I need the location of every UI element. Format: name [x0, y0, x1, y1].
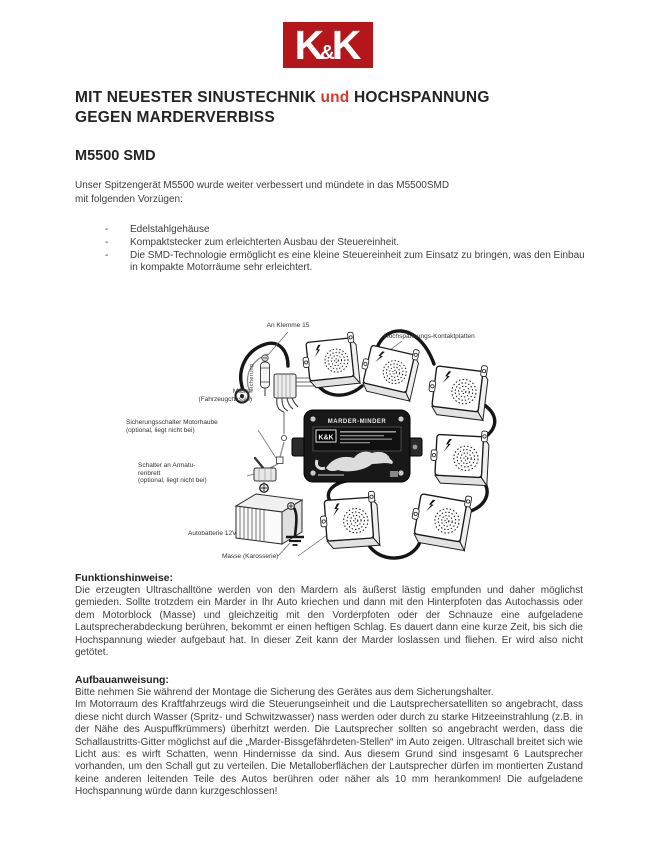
list-item: - Die SMD-Technologie ermöglicht es eine kleine Steuereinheit zum Einsatz zu bringen, was den Einbau in kompakte Motorräume sehr erleichtert. [75, 250, 585, 276]
section-heading: Funktionshinweise: [75, 572, 174, 584]
section-intro-line: Bitte nehmen Sie während der Montage die Sicherung des Gerätes aus dem Sicherungshalter. [75, 687, 494, 698]
label-klemme15: An Klemme 15 [266, 322, 310, 329]
title-part1: MIT NEUESTER SINUSTECHNIK [75, 89, 321, 106]
label-sicherungsschalter: Sicherungsschalter Motorhaube (optional, liegt nicht bei) [126, 419, 218, 434]
section-aufbauanweisung [75, 674, 583, 799]
speaker-satellite [319, 491, 380, 549]
list-item: - Kompaktstecker zum erleichterten Ausbau der Steuereinheit. [75, 237, 585, 250]
page-title [75, 88, 595, 127]
inline-connector [277, 457, 284, 464]
logo-ampersand: & [320, 42, 335, 64]
wiring-diagram [118, 316, 518, 574]
list-item: - Edelstahlgehäuse [75, 224, 585, 237]
control-unit [292, 410, 422, 482]
connector-plug [274, 374, 298, 412]
logo-letter: K [331, 22, 362, 68]
fuse-holder [261, 355, 270, 396]
toggle-switch [254, 458, 276, 481]
section-heading: Aufbauanweisung: [75, 674, 169, 686]
section-body: Im Motorraum des Kraftfahrzeugs wird die Steuerungseinheit und die Lautsprechersatelliten so angebracht, dass diese nicht durch Wasser (Spritz- und Schwitzwasser) nass werden oder durch zu starke Hitzeeinstrahlung (z.B. in der Nähe des Auspuffkrümmers) überhitzt werden. Die Lautsprecher sollten so angebracht werden, dass die Schallaustritts-Gitter möglichst auf die „Marder-Bissgefährdeten-Stellen“ im Auto zeigen. Ultraschall breitet sich wie Licht aus: es wirft Schatten, wenn Hindernisse da sind. Aus diesem Grund sind insgesamt 6 Lautsprecher vorhanden, um den Schall gut zu verteilen. Die Metalloberflächen der Lautsprecher dürfen im montierten Zustand keine anderen leitenden Teile des Autos berühren oder näher als 10 mm herankommen! Die aufgeladene Hochspannung würde dann kurzgeschlossen! [75, 699, 583, 798]
unit-title-text: MARDER-MINDER [327, 419, 387, 425]
intro-line1: Unser Spitzengerät M5500 wurde weiter verbessert und mündete in das M5500SMD [75, 180, 450, 191]
title-line2: GEGEN MARDERVERBISS [75, 108, 275, 126]
kk-logo [283, 22, 373, 68]
unit-brand-text: K&K [318, 434, 334, 442]
section-funktionshinweise [75, 572, 583, 659]
title-part2: HOCHSPANNUNG [349, 89, 490, 106]
speaker-satellite [357, 339, 421, 401]
intro-line2: mit folgenden Vorzügen: [75, 193, 183, 205]
speaker-satellite [426, 359, 489, 420]
intro-paragraph [75, 179, 585, 206]
title-highlight: und [320, 89, 350, 106]
label-masse-oben: Masse (Fahrzeugchassis) [198, 388, 252, 403]
speaker-satellite [408, 487, 474, 550]
label-sicherung: Sicherung [249, 363, 255, 392]
bullet-connector [281, 435, 286, 440]
wiring-diagram-graphic [118, 316, 518, 574]
model-heading: M5500 SMD [75, 148, 156, 164]
speaker-satellite [430, 428, 490, 485]
section-body: Die erzeugten Ultraschalltöne werden von den Mardern als äußerst lästig empfunden und daher möglichst gemieden. Sollte trotzdem ein Marder in Ihr Auto kriechen und dann mit den Hinterpfoten das Autochassis oder dem Motorblock (Masse) und gleichzeitig mit den Vorderpfoten oder der Schnauze eine aufgeladene Lautsprecherabdeckung berühren, bekommt er einen heftigen Schlag. Es dauert dann eine kurze Zeit, bis sich die Hochspannung wieder aufgebaut hat. In dieser Zeit kann der Marder loslassen und fliehen. Er wird also nicht getötet. [75, 585, 583, 659]
speaker-satellite [301, 332, 360, 389]
label-autobatterie: Autobatterie 12V [188, 530, 237, 537]
logo-letter: K [294, 22, 325, 68]
label-kontaktplatten: Hochspannungs-Kontaktplatten [384, 333, 475, 340]
label-schalter: Schalter an Armatu- renbrett (optional, liegt nicht bei) [138, 462, 207, 485]
label-masse-unten: Masse (Karosserie) [222, 553, 279, 560]
feature-list [75, 224, 585, 275]
